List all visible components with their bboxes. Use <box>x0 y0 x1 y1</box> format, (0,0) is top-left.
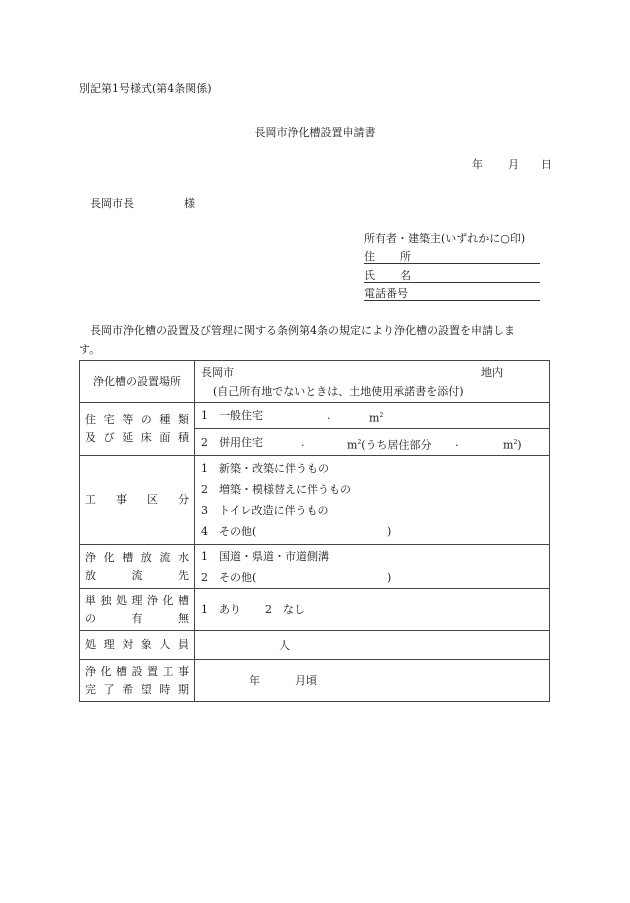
construction-label-cell <box>80 456 195 545</box>
single-tank-no[interactable]: 2 なし <box>265 603 305 616</box>
address-field[interactable] <box>364 247 540 264</box>
completion-label-line-1: 浄 化 槽 設 置 工 事 <box>85 664 189 678</box>
location-label-cell <box>80 361 195 403</box>
form-number: 別記第1号様式(第4条関係) <box>79 82 212 95</box>
housing-mixed-decimal: . <box>301 435 305 449</box>
phone-label: 電話番号 <box>364 287 408 300</box>
addressee: 長岡市長 <box>90 197 134 210</box>
completion-year: 年 <box>249 674 260 687</box>
completion-value-cell[interactable] <box>195 660 550 702</box>
statement-line-2: す。 <box>79 343 101 356</box>
housing-mixed-cell[interactable]: 2 併用住宅 . $m^2$(うち居住部分 . $m^2$) <box>195 429 550 456</box>
construction-row <box>80 456 550 545</box>
housing-mixed-option: 2 併用住宅 <box>201 435 263 449</box>
construction-label: 工 事 区 分 <box>85 493 189 506</box>
application-table <box>79 360 550 702</box>
discharge-value-cell[interactable] <box>195 545 550 589</box>
persons-row <box>80 631 550 660</box>
document-title: 長岡市浄化槽設置申請書 <box>254 126 376 139</box>
date-year-label: 年 <box>472 158 483 171</box>
name-label-1: 氏 <box>364 269 375 282</box>
discharge-label-line-1: 浄 化 槽 放 流 水 <box>85 550 189 564</box>
completion-month: 月頃 <box>295 674 317 687</box>
location-value-cell[interactable] <box>195 361 550 403</box>
completion-label-cell <box>80 660 195 702</box>
housing-mixed-residential: (うち居住部分 <box>361 438 432 452</box>
housing-label-line-2: 及 び 延 床 面 積 <box>85 431 189 444</box>
location-note: (自己所有地でないときは、土地使用承諾書を添付) <box>213 384 464 398</box>
name-label-2: 名 <box>400 269 411 282</box>
single-tank-yes[interactable]: 1 あり <box>201 603 241 616</box>
construction-option-2[interactable]: 2 増築・模様替えに伴うもの <box>201 483 351 496</box>
discharge-label-line-2: 放 流 先 <box>85 568 189 582</box>
date-day-label: 日 <box>541 158 552 171</box>
housing-label-cell <box>80 403 195 456</box>
discharge-row <box>80 545 550 589</box>
discharge-option-2[interactable]: 2 その他( ) <box>201 570 392 584</box>
persons-label: 処 理 対 象 人 員 <box>85 638 189 651</box>
completion-row <box>80 660 550 702</box>
address-label-1: 住 <box>364 250 375 263</box>
completion-label-line-2: 完 了 希 望 時 期 <box>85 682 189 696</box>
discharge-option-1[interactable]: 1 国道・県道・市道側溝 <box>201 549 329 563</box>
phone-field[interactable] <box>364 284 540 301</box>
date-month-label: 月 <box>508 158 519 171</box>
discharge-label-cell <box>80 545 195 589</box>
single-tank-value-cell[interactable] <box>195 589 550 631</box>
honorific: 様 <box>184 197 195 210</box>
construction-option-3[interactable]: 3 トイレ改造に伴うもの <box>201 504 329 517</box>
construction-option-4[interactable]: 4 その他( ) <box>201 525 392 538</box>
persons-value-cell[interactable] <box>195 631 550 660</box>
housing-general-option: 1 一般住宅 <box>201 409 263 422</box>
single-tank-label-cell <box>80 589 195 631</box>
location-city: 長岡市 <box>201 365 234 379</box>
housing-general-unit: m <box>369 411 380 425</box>
location-district: 地内 <box>481 365 503 379</box>
construction-value-cell[interactable] <box>195 456 550 545</box>
single-tank-label-line-2: の 有 無 <box>85 611 189 625</box>
single-tank-row <box>80 589 550 631</box>
persons-label-cell <box>80 631 195 660</box>
name-field[interactable] <box>364 266 540 283</box>
housing-general-cell[interactable]: 1 一般住宅 . $m^2$ <box>195 403 550 429</box>
applicant-role: 所有者・建築主(いずれかに○印) <box>364 232 526 245</box>
location-row <box>80 361 550 403</box>
construction-option-1[interactable]: 1 新築・改築に伴うもの <box>201 462 329 475</box>
housing-general-decimal: . <box>327 409 331 422</box>
location-label: 浄化槽の設置場所 <box>93 374 181 388</box>
persons-unit: 人 <box>279 638 290 652</box>
housing-row-1 <box>80 403 550 429</box>
single-tank-label-line-1: 単 独 処 理 浄 化 槽 <box>85 593 189 607</box>
statement-line-1: 長岡市浄化槽の設置及び管理に関する条例第4条の規定により浄化槽の設置を申請しま <box>90 324 515 337</box>
address-label-2: 所 <box>400 250 411 263</box>
housing-label-line-1: 住 宅 等 の 種 類 <box>85 413 189 426</box>
